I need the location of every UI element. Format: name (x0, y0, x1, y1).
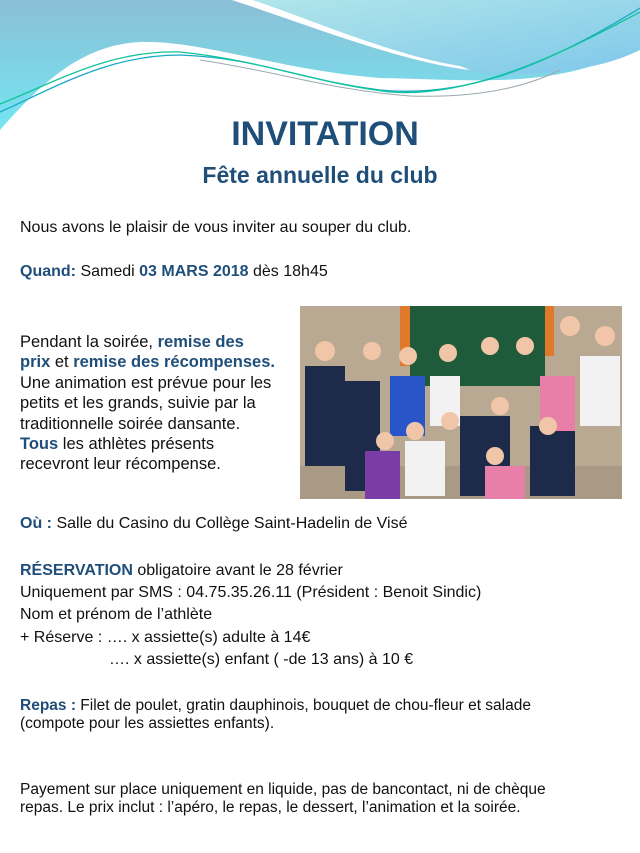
program-paragraph (20, 332, 300, 475)
where-place: Salle du Casino du Collège Saint-Hadelin de Visé (52, 515, 408, 532)
program-highlight: Tous (20, 435, 59, 454)
program-text: Pendant la soirée, (20, 333, 158, 351)
payment-line-2: repas. Le prix inclut : l’apéro, le repas, le dessert, l’animation et la soirée. (20, 799, 521, 816)
reservation-adult: + Réserve : …. x assiette(s) adulte à 14€ (20, 629, 311, 646)
reservation-name: Nom et prénom de l’athlète (20, 606, 213, 623)
meal-line-2: (compote pour les assiettes enfants). (20, 715, 275, 732)
photo-placeholder (300, 306, 622, 499)
group-photo (300, 306, 622, 499)
invitation-title: INVITATION (231, 115, 419, 153)
when-date: 03 MARS 2018 (139, 263, 249, 280)
where-label: Où : (20, 515, 52, 532)
meal-line (20, 697, 531, 715)
program-text: les athlètes présents (58, 435, 215, 454)
program-text: traditionnelle soirée dansante. (20, 414, 241, 433)
meal-label: Repas : (20, 697, 76, 714)
reservation-sms: Uniquement par SMS : 04.75.35.26.11 (Président : Benoit Sindic) (20, 584, 482, 601)
when-line (20, 262, 328, 282)
program-highlight: remise des récompenses. (73, 353, 275, 372)
program-text: recevront leur récompense. (20, 455, 221, 474)
header-wave-decoration (0, 0, 640, 130)
program-text: Une animation est prévue pour les (20, 373, 272, 392)
intro-text: Nous avons le plaisir de vous inviter au souper du club. (20, 219, 412, 236)
reservation-line (20, 561, 343, 581)
when-time: dès 18h45 (253, 263, 328, 280)
when-day: Samedi (80, 263, 135, 280)
payment-line-1: Payement sur place uniquement en liquide, pas de bancontact, ni de chèque (20, 781, 546, 798)
reservation-deadline: obligatoire avant le 28 février (132, 562, 343, 579)
where-line (20, 514, 407, 534)
when-label: Quand: (20, 263, 76, 280)
event-subtitle: Fête annuelle du club (202, 162, 438, 188)
program-text: petits et les grands, suivie par la (20, 394, 256, 413)
reservation-child: …. x assiette(s) enfant ( -de 13 ans) à 10 € (109, 651, 414, 668)
program-text: et (50, 353, 74, 372)
program-highlight: prix (20, 353, 51, 372)
meal-text: Filet de poulet, gratin dauphinois, bouquet de chou-fleur et salade (76, 697, 531, 714)
program-highlight: remise des (157, 333, 244, 351)
reservation-label: RÉSERVATION (20, 562, 133, 579)
